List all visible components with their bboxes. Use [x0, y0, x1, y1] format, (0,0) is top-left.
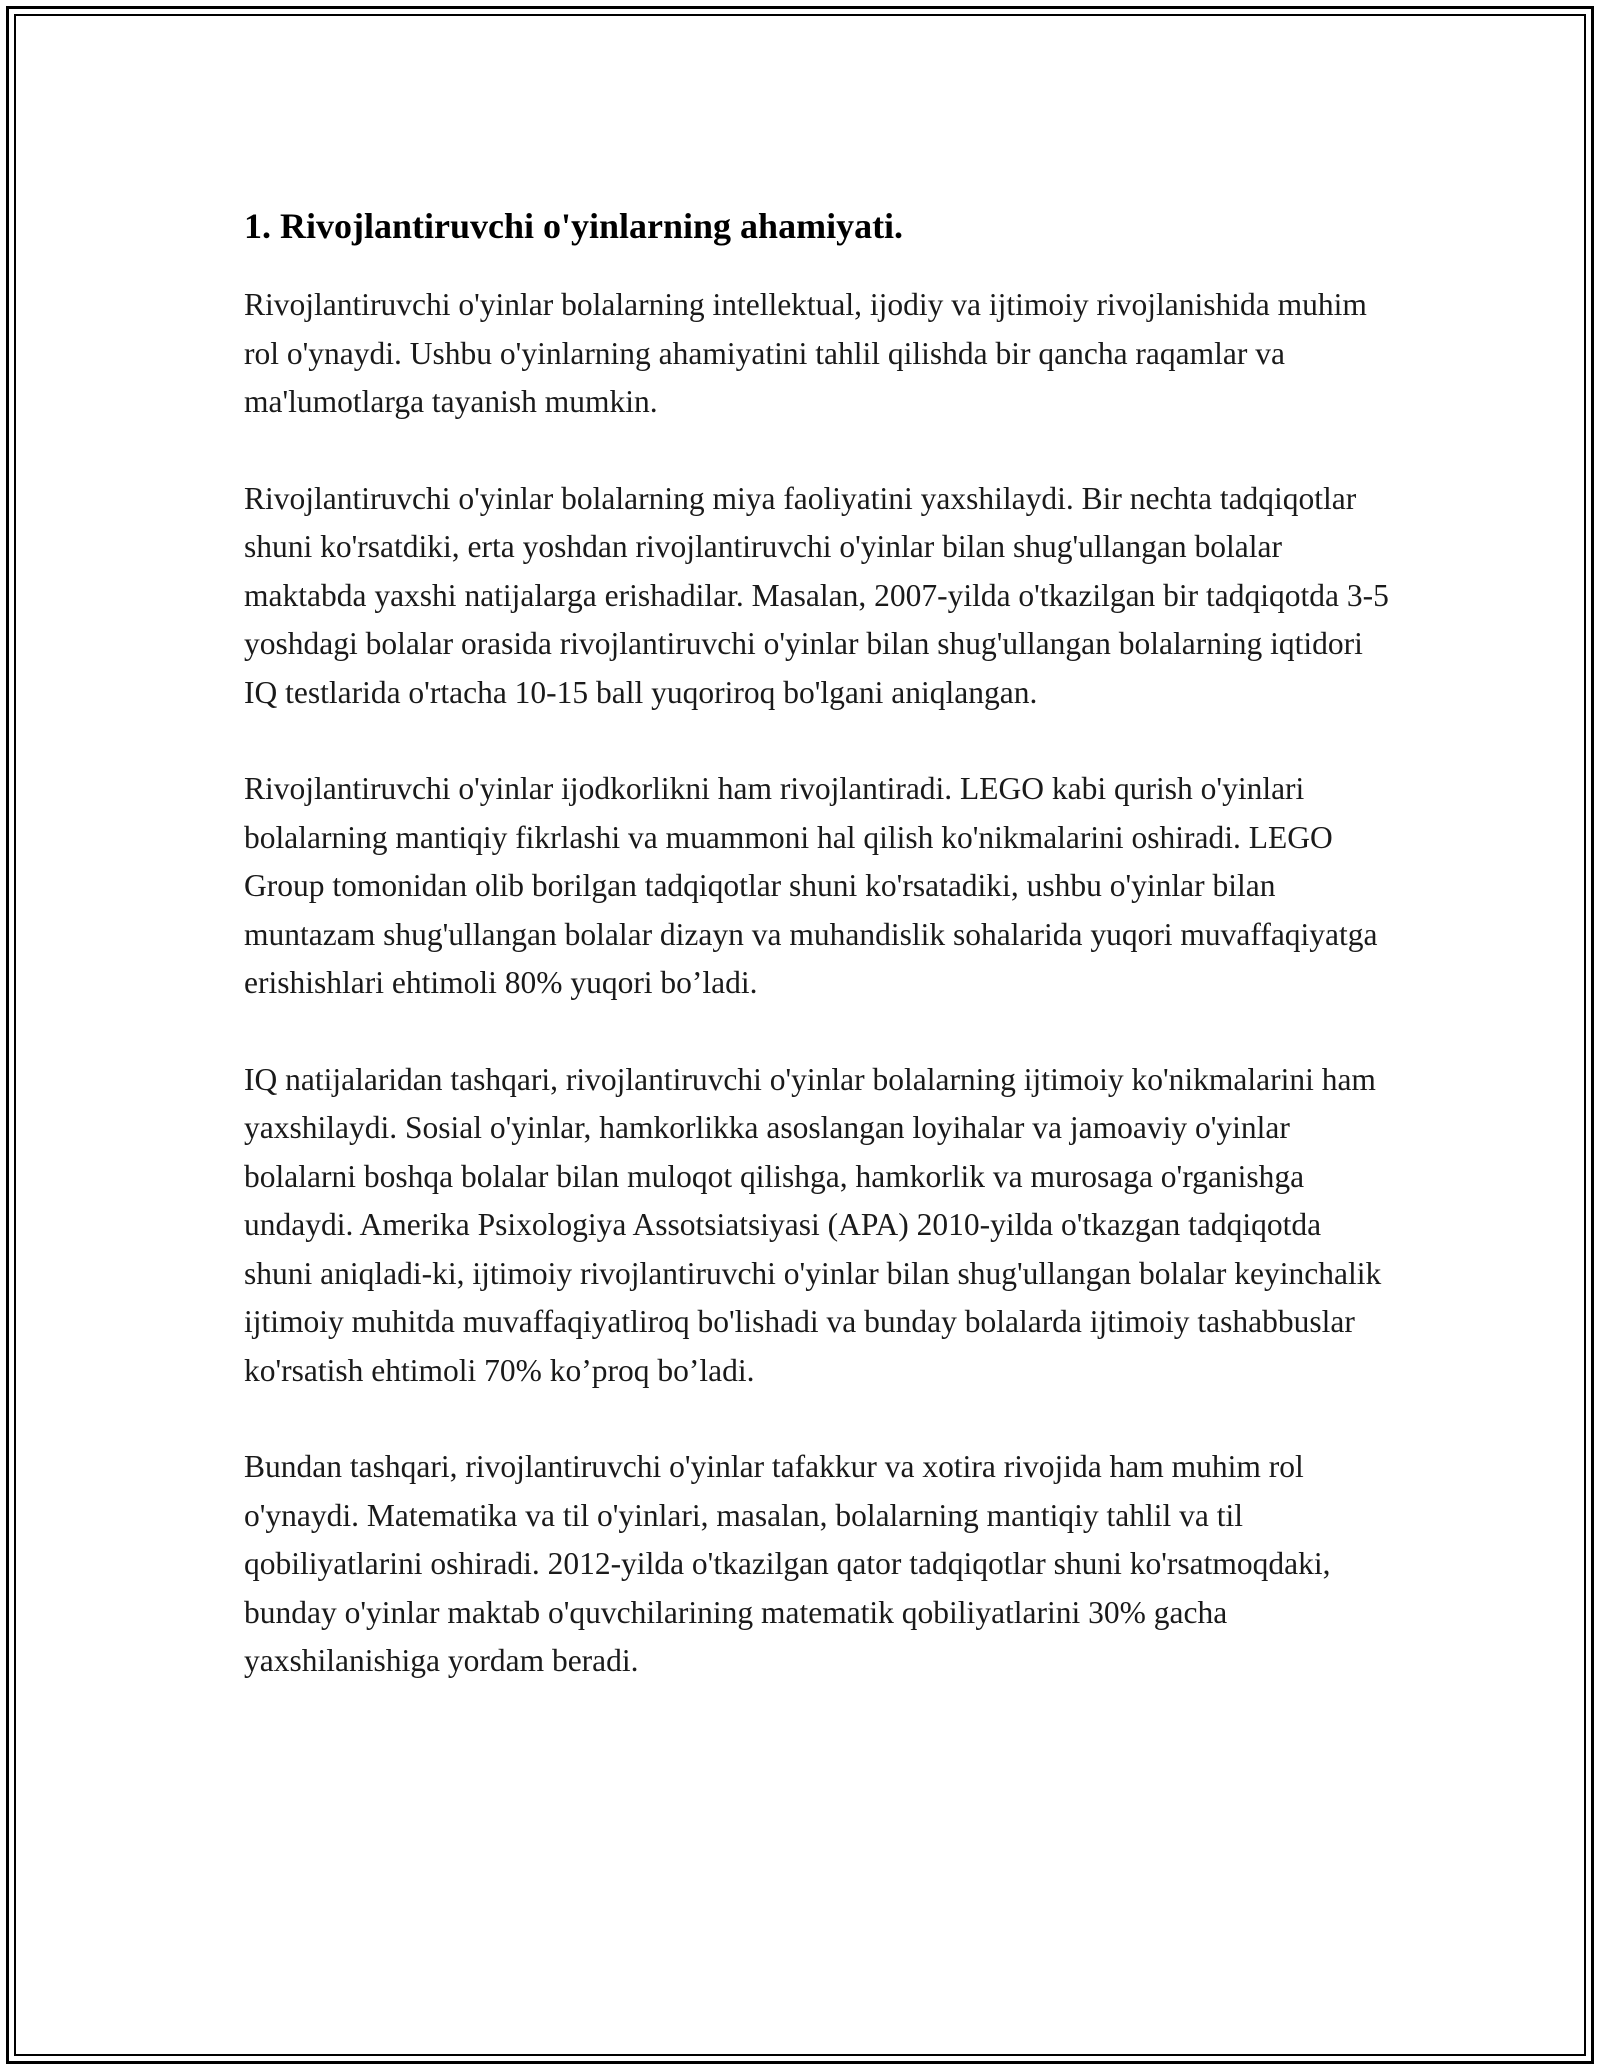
paragraph-thinking-memory: Bundan tashqari, rivojlantiruvchi o'yinlar tafakkur va xotira rivojida ham muhim rol o'ynaydi. Matematika va til o'yinlari, masalan, bolalarning mantiqiy tahlil va til qobiliyatlarini oshiradi. 2012-yilda o'tkazilgan qator tadqiqotlar shuni ko'rsatmoqdaki, bunday o'yinlar maktab o'quvchilarining matematik qobiliyatlarini 30% gacha yaxshilanishiga yordam beradi.: [244, 1449, 1331, 1678]
page-border-outer: [6, 6, 1594, 2064]
paragraph-creativity: Rivojlantiruvchi o'yinlar ijodkorlikni ham rivojlantiradi. LEGO kabi qurish o'yinlari bolalarning mantiqiy fikrlashi va muammoni hal qilish ko'nikmalarini oshiradi. LEGO Group tomonidan olib borilgan tadqiqotlar shuni ko'rsatadiki, ushbu o'yinlar bilan muntazam shug'ullangan bolalar dizayn va muhandislik sohalarida yuqori muvaffaqiyatga erishishlari ehtimoli 80% yuqori bo’ladi.: [244, 771, 1378, 1000]
paragraph-brain-activity: Rivojlantiruvchi o'yinlar bolalarning miya faoliyatini yaxshilaydi. Bir nechta tadqiqotlar shuni ko'rsatdiki, erta yoshdan rivojlantiruvchi o'yinlar bilan shug'ullangan bolalar maktabda yaxshi natijalarga erishadilar. Masalan, 2007-yilda o'tkazilgan bir tadqiqotda 3-5 yoshdagi bolalar orasida rivojlantiruvchi o'yinlar bilan shug'ullangan bolalarning iqtidori IQ testlarida o'rtacha 10-15 ball yuqoriroq bo'lgani aniqlangan.: [244, 480, 1389, 710]
paragraph-social-skills: IQ natijalaridan tashqari, rivojlantiruvchi o'yinlar bolalarning ijtimoiy ko'nikmalarini ham yaxshilaydi. Sosial o'yinlar, hamkorlikka asoslangan loyihalar va jamoaviy o'yinlar bolalarni boshqa bolalar bilan muloqot qilishga, hamkorlik va murosaga o'rganishga undaydi. Amerika Psixologiya Assotsiatsiyasi (APA) 2010-yilda o'tkazgan tadqiqotda shuni aniqladi-ki, ijtimoiy rivojlantiruvchi o'yinlar bilan shug'ullangan bolalar keyinchalik ijtimoiy muhitda muvaffaqiyatliroq bo'lishadi va bunday bolalarda ijtimoiy tashabbuslar ko'rsatish ehtimoli 70% ko’proq bo’ladi.: [244, 1061, 1382, 1388]
section-heading: 1. Rivojlantiruvchi o'yinlarning ahamiyati.: [244, 206, 904, 246]
paragraph-intro: Rivojlantiruvchi o'yinlar bolalarning intellektual, ijodiy va ijtimoiy rivojlanishida muhim rol o'ynaydi. Ushbu o'yinlarning ahamiyatini tahlil qilishda bir qancha raqamlar va ma'lumotlarga tayanish mumkin.: [244, 287, 1367, 419]
document-body: [244, 199, 1394, 1734]
